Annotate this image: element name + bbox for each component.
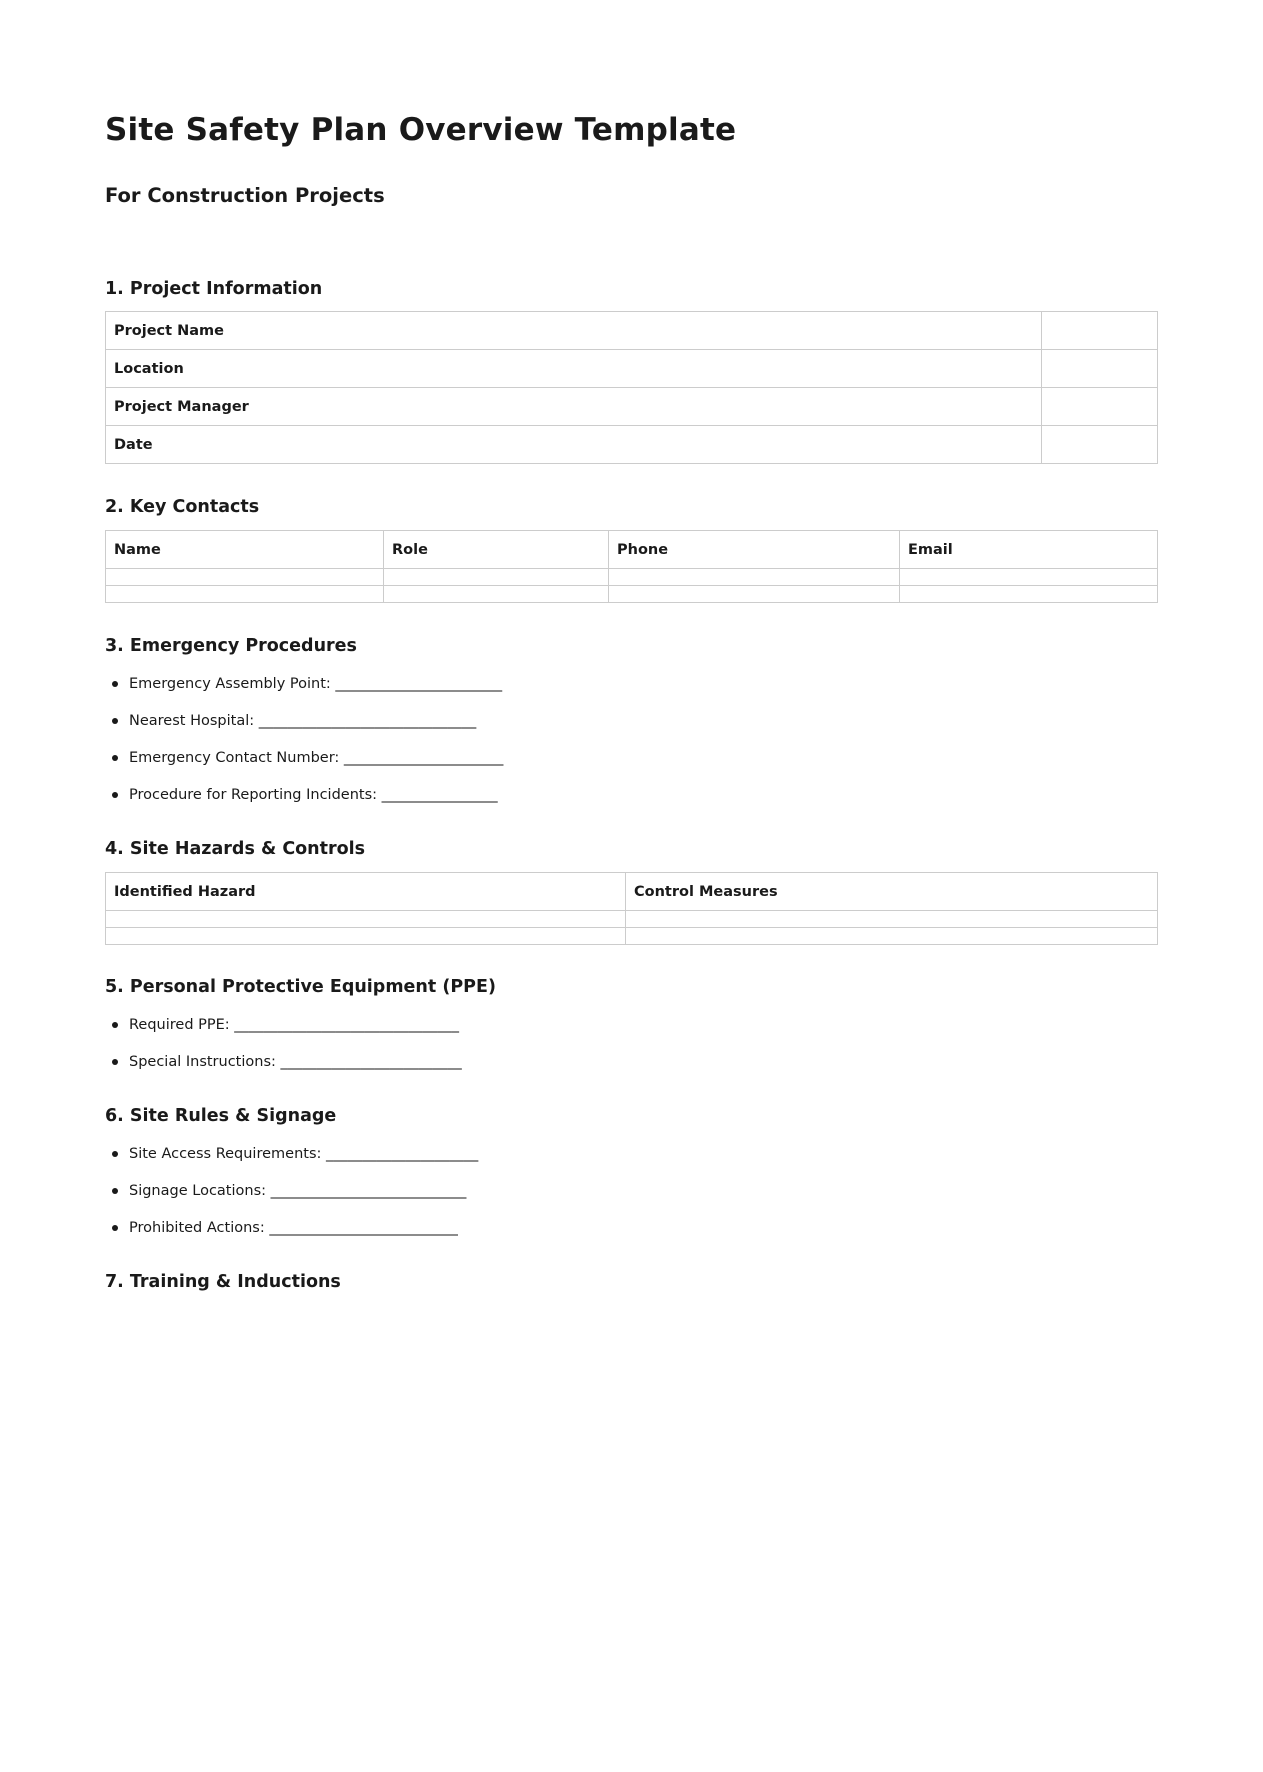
ppe-list [105,1014,462,1088]
section-heading-emergency-procedures: 3. Emergency Procedures [105,636,357,656]
location-label: Location [106,350,1042,388]
list-item [105,1014,462,1051]
contact-phone-cell[interactable] [609,569,900,586]
contact-name-cell[interactable] [106,569,384,586]
list-item [105,747,503,784]
project-manager-label: Project Manager [106,388,1042,426]
site-hazards-table [105,872,1158,945]
bullet-icon [112,718,118,724]
bullet-icon [112,1225,118,1231]
key-contacts-table [105,530,1158,603]
section-heading-site-rules: 6. Site Rules & Signage [105,1106,337,1126]
control-measure-cell[interactable] [626,911,1158,928]
table-header-row [106,873,1158,911]
table-row [106,426,1158,464]
list-item [105,710,503,747]
site-rules-list [105,1143,478,1254]
location-value[interactable] [1042,350,1158,388]
column-header-control-measures: Control Measures [626,873,1158,911]
list-item [105,1051,462,1088]
special-instructions-field: Special Instructions: _________________________ [129,1054,462,1070]
list-item [105,784,503,821]
column-header-phone: Phone [609,531,900,569]
contact-role-cell[interactable] [384,586,609,603]
project-information-table [105,311,1158,464]
control-measure-cell[interactable] [626,928,1158,945]
signage-locations-field: Signage Locations: ___________________________ [129,1183,467,1199]
list-item [105,1180,478,1217]
list-item [105,1217,478,1254]
column-header-email: Email [900,531,1158,569]
table-row [106,312,1158,350]
table-row [106,388,1158,426]
emergency-procedures-list [105,673,503,821]
nearest-hospital-field: Nearest Hospital: ______________________________ [129,713,477,729]
prohibited-actions-field: Prohibited Actions: __________________________ [129,1220,458,1236]
date-label: Date [106,426,1042,464]
table-row [106,911,1158,928]
section-heading-project-information: 1. Project Information [105,279,323,299]
project-name-label: Project Name [106,312,1042,350]
assembly-point-field: Emergency Assembly Point: _______________________ [129,676,503,692]
contact-role-cell[interactable] [384,569,609,586]
list-item [105,1143,478,1180]
project-name-value[interactable] [1042,312,1158,350]
contact-phone-cell[interactable] [609,586,900,603]
date-value[interactable] [1042,426,1158,464]
document-title: Site Safety Plan Overview Template [105,112,737,148]
contact-name-cell[interactable] [106,586,384,603]
column-header-name: Name [106,531,384,569]
list-item [105,673,503,710]
section-heading-key-contacts: 2. Key Contacts [105,497,260,517]
table-header-row [106,531,1158,569]
contact-email-cell[interactable] [900,569,1158,586]
table-row [106,350,1158,388]
emergency-contact-number-field: Emergency Contact Number: ______________________ [129,750,504,766]
table-row [106,586,1158,603]
bullet-icon [112,1022,118,1028]
section-heading-site-hazards: 4. Site Hazards & Controls [105,839,366,859]
bullet-icon [112,755,118,761]
project-manager-value[interactable] [1042,388,1158,426]
contact-email-cell[interactable] [900,586,1158,603]
column-header-identified-hazard: Identified Hazard [106,873,626,911]
bullet-icon [112,792,118,798]
table-row [106,928,1158,945]
section-heading-ppe: 5. Personal Protective Equipment (PPE) [105,977,496,997]
document-subtitle: For Construction Projects [105,184,385,207]
section-heading-training: 7. Training & Inductions [105,1272,341,1292]
site-access-requirements-field: Site Access Requirements: _____________________ [129,1146,479,1162]
hazard-cell[interactable] [106,911,626,928]
table-row [106,569,1158,586]
column-header-role: Role [384,531,609,569]
bullet-icon [112,681,118,687]
hazard-cell[interactable] [106,928,626,945]
bullet-icon [112,1059,118,1065]
bullet-icon [112,1151,118,1157]
bullet-icon [112,1188,118,1194]
required-ppe-field: Required PPE: _______________________________ [129,1017,460,1033]
incident-reporting-procedure-field: Procedure for Reporting Incidents: ________________ [129,787,498,803]
